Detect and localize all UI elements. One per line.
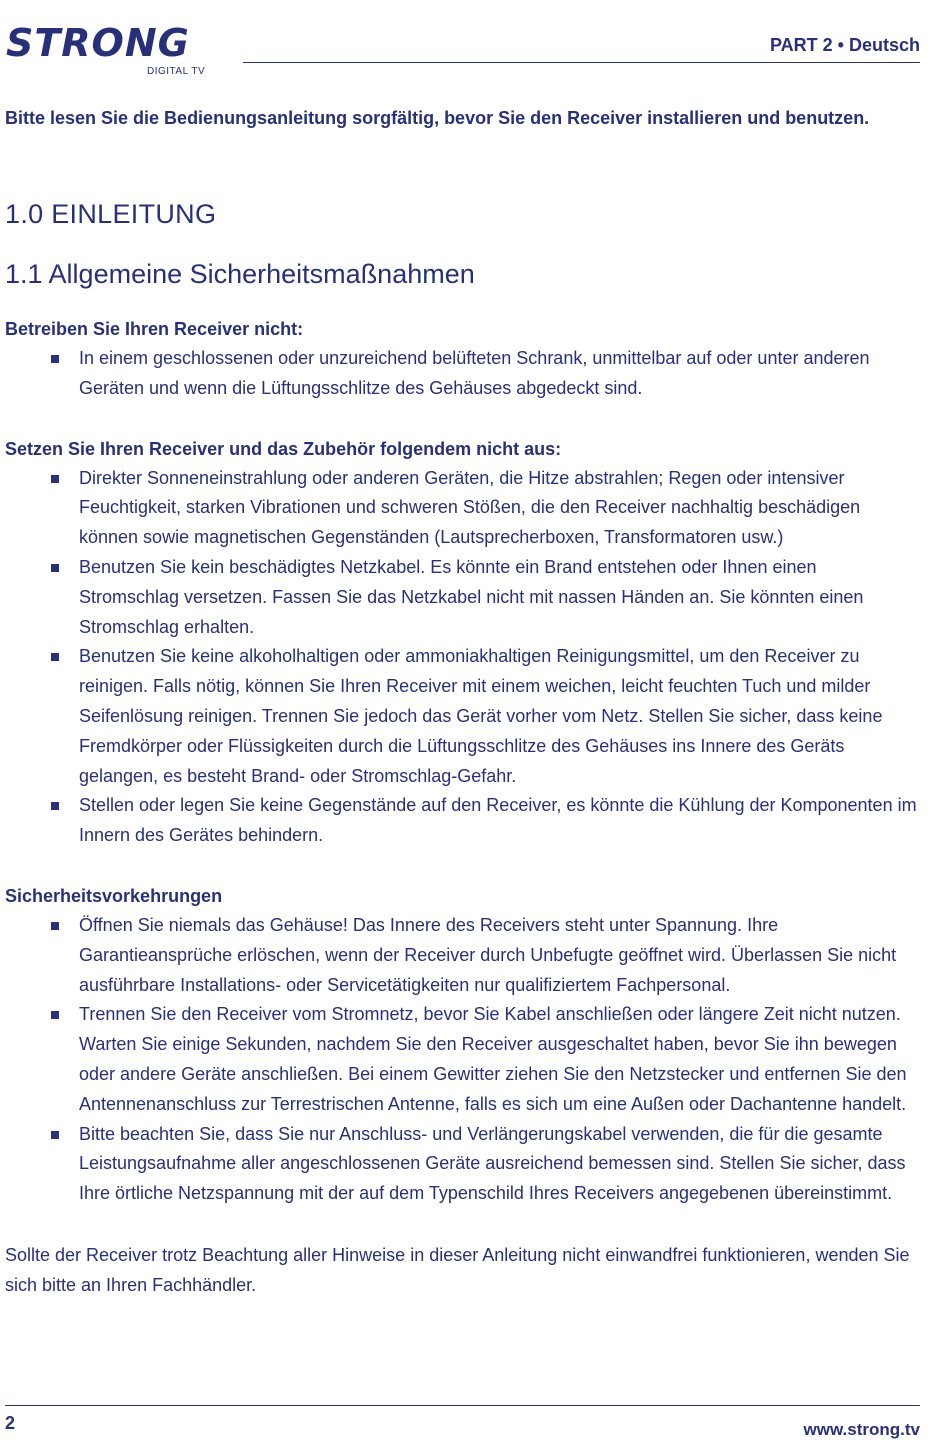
- strong-logo-wordmark: [4, 18, 214, 63]
- bullet-square-icon: [51, 1131, 59, 1139]
- logo-tagline: DIGITAL TV: [147, 66, 206, 77]
- list-item-text: Benutzen Sie kein beschädigtes Netzkabel. Es könnte ein Brand entstehen oder Ihnen einen Stromschlag versetzen. Fassen Sie das Netzkabel nicht mit nassen Händen an. Sie könnten einen Stromschlag erhalten.: [79, 556, 864, 637]
- website-link[interactable]: www.strong.tv: [803, 1420, 920, 1439]
- list-item: [5, 1000, 920, 1119]
- bullet-list: [5, 911, 920, 1209]
- closing-text: Sollte der Receiver trotz Beachtung aller Hinweise in dieser Anleitung nicht einwandfrei funktionieren, wenden Sie sich bitte an Ihren Fachhändler.: [5, 1244, 910, 1295]
- header-divider: [243, 62, 920, 63]
- logo-text: STRONG: [6, 21, 190, 63]
- list-item-text: Stellen oder legen Sie keine Gegenstände auf den Receiver, es könnte die Kühlung der Komponenten im Innern des Gerätes behindern.: [79, 795, 917, 846]
- list-item: [5, 911, 920, 1000]
- chapter-title: 1.0 EINLEITUNG: [5, 199, 217, 229]
- section-heading: Sicherheitsvorkehrungen: [5, 885, 223, 906]
- list-item-text: In einem geschlossenen oder unzureichend belüfteten Schrank, unmittelbar auf oder unter anderen Geräten und wenn die Lüftungsschlitze des Gehäuses abgedeckt sind.: [79, 348, 870, 398]
- bullet-square-icon: [51, 653, 59, 661]
- list-item: [5, 642, 920, 791]
- bullet-square-icon: [51, 475, 59, 483]
- section-heading: Setzen Sie Ihren Receiver und das Zubehör folgendem nicht aus:: [5, 438, 562, 459]
- strong-logo: [4, 18, 214, 80]
- list-item: [5, 553, 920, 642]
- bullet-list: [5, 344, 920, 404]
- page-number: 2: [5, 1413, 16, 1433]
- part-label: PART 2 • Deutsch: [770, 35, 920, 55]
- page-content: [5, 104, 920, 1300]
- list-item: [5, 1120, 920, 1209]
- bullet-square-icon: [51, 355, 59, 363]
- bullet-square-icon: [51, 922, 59, 930]
- list-item: [5, 344, 920, 404]
- list-item: [5, 791, 920, 851]
- bullet-square-icon: [51, 1011, 59, 1019]
- list-item: [5, 464, 920, 553]
- bullet-square-icon: [51, 564, 59, 572]
- section-title: 1.1 Allgemeine Sicherheitsmaßnahmen: [5, 259, 475, 289]
- list-item-text: Direkter Sonneneinstrahlung oder anderen Geräten, die Hitze abstrahlen; Regen oder intensiver Feuchtigkeit, starken Vibrationen und schweren Stößen, die den Receiver nachhaltig beschädigen können sowie magnetischen Gegenständen (Lautsprecherboxen, Transformatoren usw.): [79, 467, 861, 548]
- bullet-list: [5, 464, 920, 851]
- list-item-text: Öffnen Sie niemals das Gehäuse! Das Innere des Receivers steht unter Spannung. Ihre Garantieansprüche erlöschen, wenn der Receiver durch Unbefugte geöffnet wird. Überlassen Sie nicht ausführbare Installations- oder Servicetätigkeiten nur qualifiziertem Fachpersonal.: [79, 914, 897, 995]
- bullet-square-icon: [51, 802, 59, 810]
- list-item-text: Trennen Sie den Receiver vom Stromnetz, bevor Sie Kabel anschließen oder längere Zeit nicht nutzen. Warten Sie einige Sekunden, nachdem Sie den Receiver ausgeschaltet haben, bevor Sie ihn bewegen oder andere Geräte anschließen. Bei einem Gewitter ziehen Sie den Netzstecker und entfernen Sie den Antennenanschluss zur Terrestrischen Antenne, falls es sich um eine Außen oder Dachantenne handelt.: [79, 1004, 907, 1114]
- list-item-text: Benutzen Sie keine alkoholhaltigen oder ammoniakhaltigen Reinigungsmittel, um den Receiver zu reinigen. Falls nötig, können Sie Ihren Receiver mit einem weichen, leicht feuchten Tuch und milder Seifenlösung reinigen. Trennen Sie jedoch das Gerät vorher vom Netz. Stellen Sie sicher, dass keine Fremdkörper oder Flüssigkeiten durch die Lüftungsschlitze des Gehäuses ins Innere des Geräts gelangen, es besteht Brand- oder Stromschlag-Gefahr.: [79, 646, 883, 786]
- footer-divider: [5, 1405, 920, 1406]
- list-item-text: Bitte beachten Sie, dass Sie nur Anschluss- und Verlängerungskabel verwenden, die für die gesamte Leistungsaufnahme aller angeschlossenen Geräte ausreichend bemessen sind. Stellen Sie sicher, dass Ihre örtliche Netzspannung mit der auf dem Typenschild Ihres Receivers angegebenen übereinstimmt.: [79, 1123, 906, 1204]
- section-heading: Betreiben Sie Ihren Receiver nicht:: [5, 319, 304, 339]
- intro-text: Bitte lesen Sie die Bedienungsanleitung sorgfältig, bevor Sie den Receiver installieren und benutzen.: [5, 108, 870, 128]
